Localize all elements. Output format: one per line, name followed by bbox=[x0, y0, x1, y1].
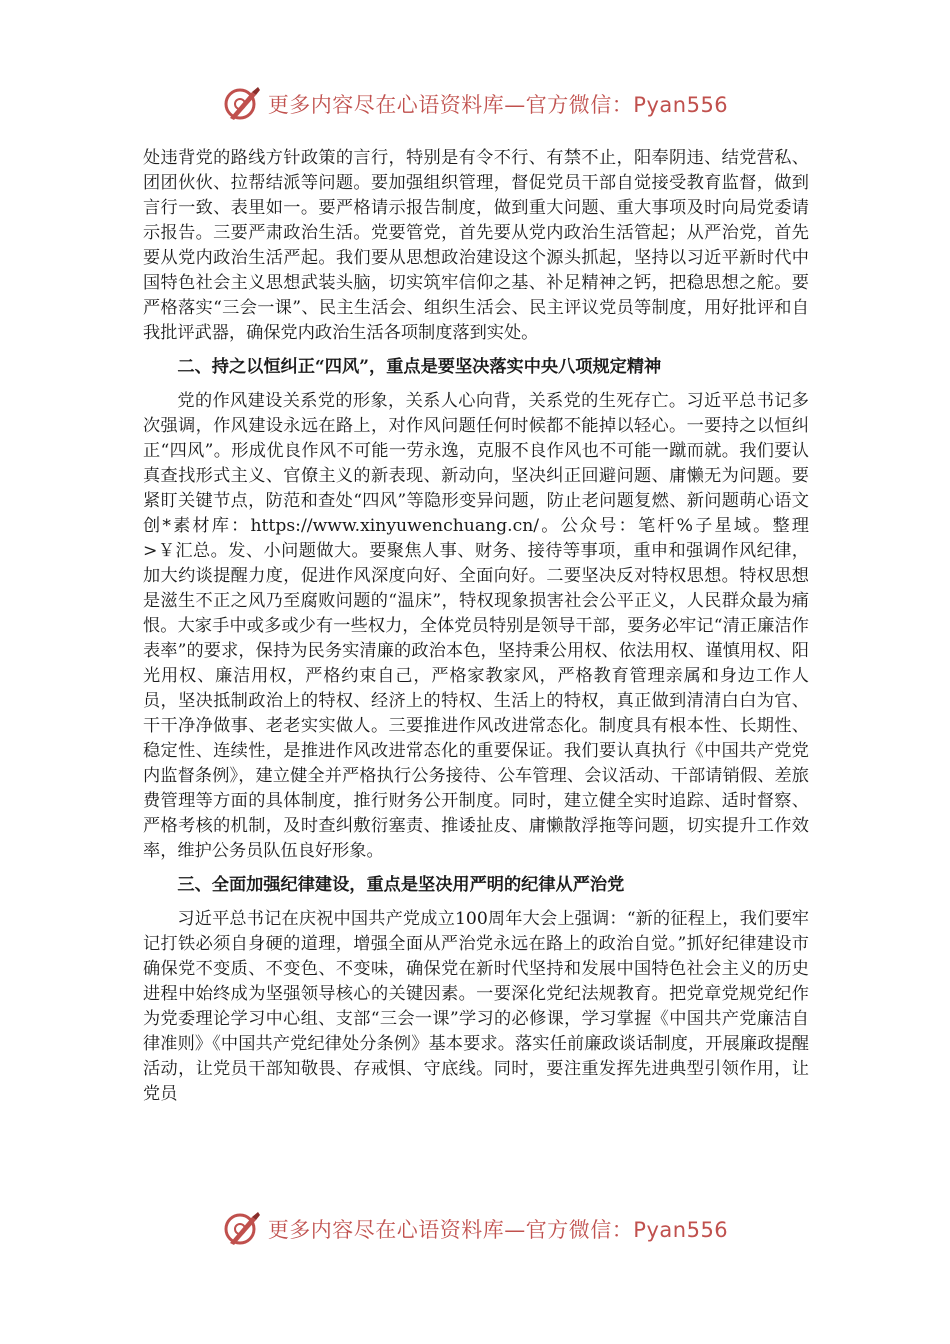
paragraph-2: 党的作风建设关系党的形象，关系人心向背，关系党的生死存亡。习近平总书记多次强调，作风建设永远在路上，对作风问题任何时候都不能掉以轻心。一要持之以恒纠正“四风”。形成优良作风不可能一劳永逸，克服不良作风也不可能一蹴而就。我们要认真查找形式主义、官僚主义的新表现、新动向，坚决纠正回避问题、庸懒无为问题。要紧盯关键节点，防范和查处“四风”等隐形变异问题，防止老问题复燃、新问题萌心语文创*素材库：https://www.xinyuwenchuang.cn/。公众号：笔杆%子星域。整理>￥汇总。发、小问题做大。要聚焦人事、财务、接待等事项，重申和强调作风纪律，加大约谈提醒力度，促进作风深度向好、全面向好。二要坚决反对特权思想。特权思想是滋生不正之风乃至腐败问题的“温床”，特权现象损害社会公平正义，人民群众最为痛恨。大家手中或多或少有一些权力，全体党员特别是领导干部，要务必牢记“清正廉洁作表率”的要求，保持为民务实清廉的政治本色，坚持秉公用权、依法用权、谨慎用权、阳光用权、廉洁用权，严格约束自己，严格家教家风，严格教育管理亲属和身边工作人员，坚决抵制政治上的特权、经济上的特权、生活上的特权，真正做到清清白白为官、干干净净做事、老老实实做人。三要推进作风改进常态化。制度具有根本性、长期性、稳定性、连续性，是推进作风改进常态化的重要保证。我们要认真执行《中国共产党党内监督条例》，建立健全并严格执行公务接待、公车管理、会议活动、干部请销假、差旅费管理等方面的具体制度，推行财务公开制度。同时，建立健全实时追踪、适时督察、严格考核的机制，及时查纠敷衍塞责、推诿扯皮、庸懒散浮拖等问题，切实提升工作效率，维护公务员队伍良好形象。 bbox=[143, 391, 809, 861]
section-heading-3: 三、全面加强纪律建设，重点是坚决用严明的纪律从严治党 bbox=[177, 875, 625, 895]
watermark-text: 更多内容尽在心语资料库—官方微信：Pyan556 bbox=[267, 1218, 729, 1242]
watermark-text: 更多内容尽在心语资料库—官方微信：Pyan556 bbox=[267, 93, 729, 117]
paragraph-3: 习近平总书记在庆祝中国共产党成立100周年大会上强调：“新的征程上，我们要牢记打铁必须自身硬的道理，增强全面从严治党永远在路上的政治自觉。”抓好纪律建设市确保党不变质、不变色、不变味，确保党在新时代坚持和发展中国特色社会主义的历史进程中始终成为坚强领导核心的关键因素。一要深化党纪法规教育。把党章党规党纪作为党委理论学习中心组、支部“三会一课”学习的必修课，学习掌握《中国共产党廉洁自律准则》《中国共产党纪律处分条例》基本要求。落实任前廉政谈话制度，开展廉政提醒活动，让党员干部知敬畏、存戒惧、守底线。同时，要注重发挥先进典型引领作用，让党员 bbox=[143, 909, 809, 1104]
footer-watermark bbox=[0, 1205, 950, 1253]
pen-logo-icon bbox=[222, 1209, 262, 1249]
section-heading-2: 二、持之以恒纠正“四风”，重点是要坚决落实中央八项规定精神 bbox=[177, 357, 662, 377]
header-watermark bbox=[0, 80, 950, 128]
pen-logo-icon bbox=[222, 84, 262, 124]
paragraph-1: 处违背党的路线方针政策的言行，特别是有令不行、有禁不止，阳奉阴违、结党营私、团团伙伙、拉帮结派等问题。要加强组织管理，督促党员干部自觉接受教育监督，做到言行一致、表里如一。要严格请示报告制度，做到重大问题、重大事项及时向局党委请示报告。三要严肃政治生活。党要管党，首先要从党内政治生活管起；从严治党，首先要从党内政治生活严起。我们要从思想政治建设这个源头抓起，坚持以习近平新时代中国特色社会主义思想武装头脑，切实筑牢信仰之基、补足精神之钙，把稳思想之舵。要严格落实“三会一课”、民主生活会、组织生活会、民主评议党员等制度，用好批评和自我批评武器，确保党内政治生活各项制度落到实处。 bbox=[143, 148, 809, 343]
document-body bbox=[143, 146, 809, 1107]
